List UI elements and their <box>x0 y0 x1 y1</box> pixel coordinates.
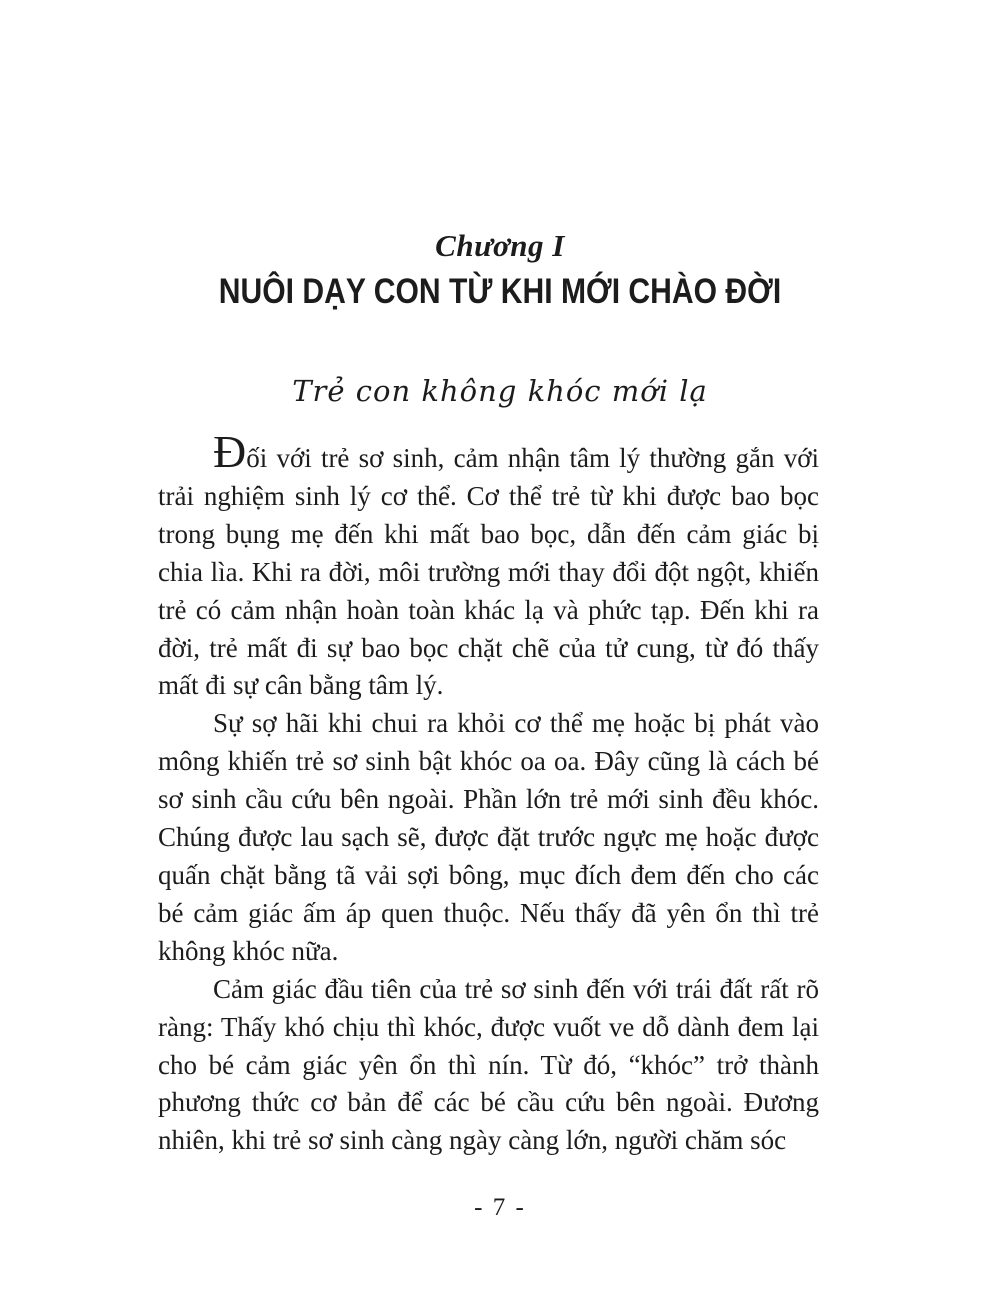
chapter-label: Chương I <box>435 228 565 263</box>
body-text <box>158 426 819 1160</box>
initial-cap: Đ <box>213 426 247 477</box>
paragraph-1 <box>158 426 819 705</box>
paragraph-3: Cảm giác đầu tiên của trẻ sơ sinh đến với trái đất rất rõ ràng: Thấy khó chịu thì khóc, được vuốt ve dỗ dành đem lại cho bé cảm giác yên ổn thì nín. Từ đó, “khóc” trở thành phương thức cơ bản để các bé cầu cứu bên ngoài. Đương nhiên, khi trẻ sơ sinh càng ngày càng lớn, người chăm sóc <box>158 973 819 1156</box>
section-subtitle: Trẻ con không khóc mới lạ <box>292 374 708 408</box>
paragraph-1-text: ối với trẻ sơ sinh, cảm nhận tâm lý thường gắn với trải nghiệm sinh lý cơ thể. Cơ thể trẻ từ khi được bao bọc trong bụng mẹ đến khi mất bao bọc, dẫn đến cảm giác bị chia lìa. Khi ra đời, môi trường mới thay đổi đột ngột, khiến trẻ có cảm nhận hoàn toàn khác lạ và phức tạp. Đến khi ra đời, trẻ mất đi sự bao bọc chặt chẽ của tử cung, từ đó thấy mất đi sự cân bằng tâm lý. <box>158 443 819 701</box>
page-number: - 7 - <box>474 1194 526 1221</box>
paragraph-2: Sự sợ hãi khi chui ra khỏi cơ thể mẹ hoặc bị phát vào mông khiến trẻ sơ sinh bật khóc oa oa. Đây cũng là cách bé sơ sinh cầu cứu bên ngoài. Phần lớn trẻ mới sinh đều khóc. Chúng được lau sạch sẽ, được đặt trước ngực mẹ hoặc được quấn chặt bằng tã vải sợi bông, mục đích đem đến cho các bé cảm giác ấm áp quen thuộc. Nếu thấy đã yên ổn thì trẻ không khóc nữa. <box>158 708 819 966</box>
chapter-title: NUÔI DẠY CON TỪ KHI MỚI CHÀO ĐỜI <box>218 272 782 311</box>
